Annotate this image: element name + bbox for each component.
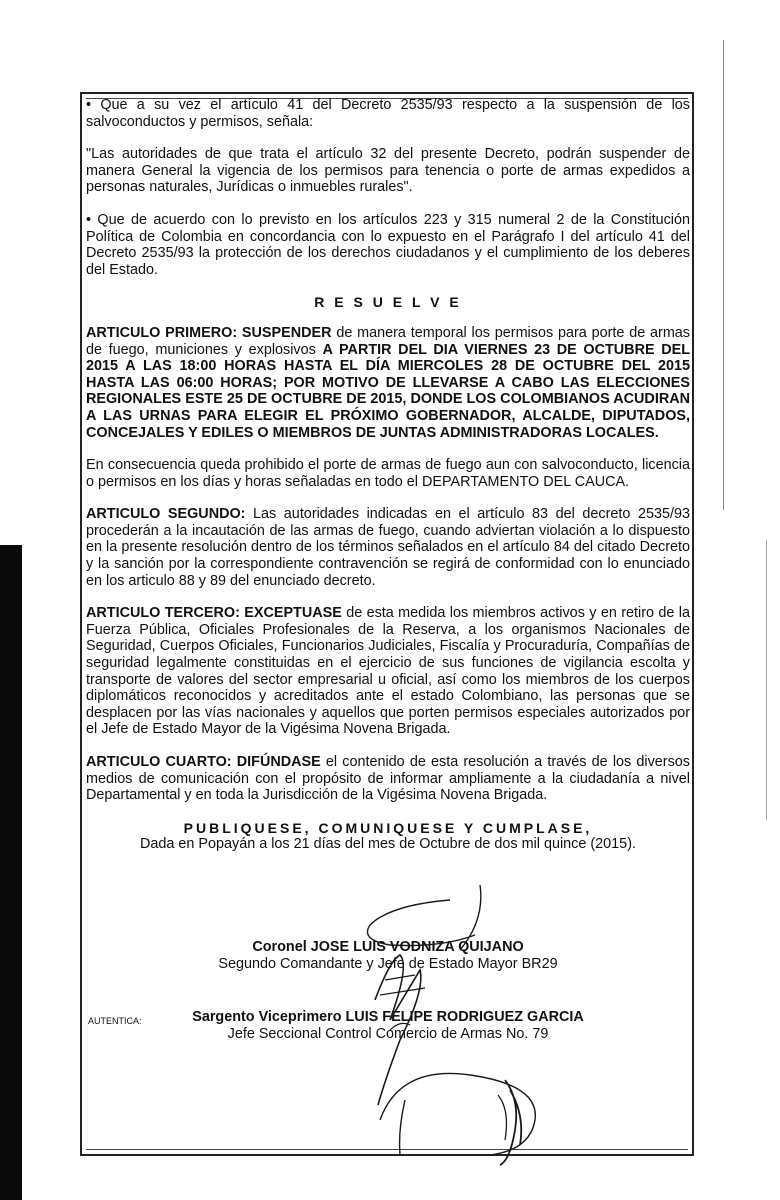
autentica-label: AUTENTICA: [88,1015,142,1026]
paragraph-consecuencia: En consecuencia queda prohibido el porte de armas de fuego aun con salvoconducto, licencia o permisos en los días y horas señaladas en todo el DEPARTAMENTO DEL CAUCA. [86,457,690,490]
signer1-name: Coronel JOSE LUIS VODNIZA QUIJANO [252,938,524,955]
article-segundo-label: ARTICULO SEGUNDO: [86,506,246,523]
publiquese-line: PUBLIQUESE, COMUNIQUESE Y CUMPLASE, [183,819,593,836]
article-primero-bold: A PARTIR DEL DIA VIERNES 23 DE OCTUBRE DEL 2015 A LAS 18:00 HORAS HASTA EL DÍA MIERCOLES 28 DE OCTUBRE DEL 2015 HASTA LAS 06:00 HORAS; POR MOTIVO DE LLEVARSE A CABO LAS ELECCIONES REGIONALES ESTE 25 DE OCTUBRE DE 2015, DONDE LOS COLOMBIANOS ACUDIRAN A LAS URNAS PARA ELEGIR EL PRÓXIMO GOBERNADOR, ALCALDE, DIPUTADOS, CONCEJALES Y EDILES O MIEMBROS DE JUNTAS ADMINISTRADORAS LOCALES. [86,341,691,441]
article-tercero [86,605,690,738]
document-body [86,97,690,1043]
paragraph-considerando-1: • Que a su vez el artículo 41 del Decreto 2535/93 respecto a la suspensión de los salvoconductos y permisos, señala: [86,97,690,130]
article-primero [86,325,690,441]
article-segundo-text: Las autoridades indicadas en el artículo 83 del decreto 2535/93 procederán a la incautación de las armas de fuego, cuando adviertan violación a lo dispuesto en la presente resolución dentro de los términos señalados en el artículo 84 del citado Decreto y la sanción por la correspondiente contravención se regirá de conformidad con lo enunciado en los articulo 88 y 89 del enunciado decreto. [86,506,690,589]
signer2-name: Sargento Viceprimero LUIS FELIPE RODRIGUEZ GARCIA [192,1008,584,1025]
article-primero-text: de manera temporal los permisos para porte de armas de fuego, municiones y explosivos [86,324,691,358]
date-line: Dada en Popayán a los 21 días del mes de Octubre de dos mil quince (2015). [140,836,636,853]
article-cuarto-text: el contenido de esta resolución a través de los diversos medios de comunicación con el propósito de informar ampliamente a la ciudadanía a nivel Departamental y en toda la Jurisdicción de la Vigésima Novena Brigada. [86,754,690,804]
article-cuarto-label: ARTICULO CUARTO: DIFÚNDASE [86,754,321,770]
signer2-title: Jefe Seccional Control Comercio de Armas No. 79 [227,1025,549,1042]
paragraph-considerando-2: • Que de acuerdo con lo previsto en los artículos 223 y 315 numeral 2 de la Constitución Política de Colombia en concordancia con lo expuesto en el Parágrafo I del artículo 41 del Decreto 2535/93 la protección de los derechos ciudadanos y el cumplimiento de los deberes del Estado. [86,211,690,278]
article-primero-label: ARTICULO PRIMERO: SUSPENDER [86,324,332,341]
signer2-block [86,1009,690,1043]
article-tercero-label: ARTICULO TERCERO: EXCEPTUASE [86,605,342,622]
scan-edge-line-lower [766,540,767,820]
scan-edge-shadow [0,545,22,1200]
signer1-title: Segundo Comandante y Jefe de Estado Mayor BR29 [218,955,558,972]
article-tercero-text: de esta medida los miembros activos y en retiro de la Fuerza Pública, Oficiales Profesionales de la Reserva, a los organismos Nacionales de Seguridad, Cuerpos Oficiales, Funcionarios Judiciales, Fiscalía y Procuraduría, Compañías de seguridad legalmente constituidas en el ejercicio de sus funciones de vigilancia escolta y transporte de valores del sector empresarial u oficial, así como los miembros de los cuerpos diplomáticos reconocidos y acreditados ante el estado Colombiano, las personas que se desplacen por las vías nacionales y aquellos que porten permisos especiales autorizados por el Jefe de Estado Mayor de la Vigésima Novena Brigada. [86,605,690,738]
resuelve-heading: R E S U E L V E [314,294,462,311]
paragraph-quote: "Las autoridades de que trata el artículo 32 del presente Decreto, podrán suspender de manera General la vigencia de los permisos para tenencia o porte de armas expedidos a personas naturales, Jurídicas o inmuebles rurales". [86,146,690,196]
article-cuarto [86,754,690,804]
scan-edge-line [723,40,724,510]
article-segundo [86,506,690,589]
